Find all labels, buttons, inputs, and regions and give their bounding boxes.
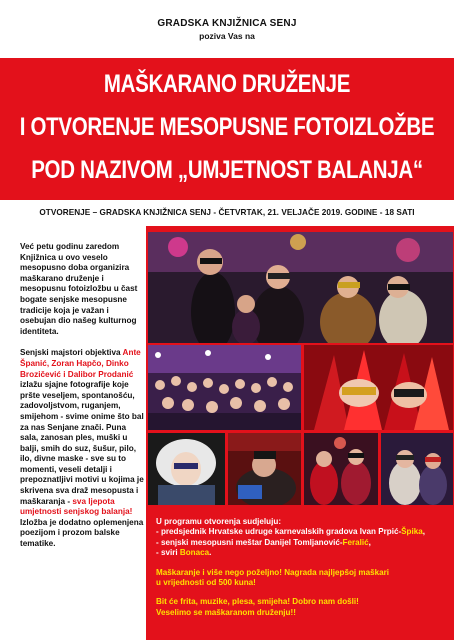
header — [0, 0, 454, 58]
title-line-1: MAŠKARANO DRUŽENJE — [103, 70, 351, 99]
title-line-3: POD NAZIVOM „UMJETNOST BALANJA“ — [31, 156, 423, 185]
photo-white-fur-mask — [148, 433, 225, 505]
photo-man-with-instrument — [228, 433, 301, 505]
photo-crowded-hall — [148, 345, 301, 430]
program-heading: U programu otvorenja sudjeluju: — [156, 517, 282, 526]
invitation-text: poziva Vas na — [199, 31, 255, 41]
program-text-part: - sviri — [156, 548, 180, 558]
organization-name: GRADSKA KNJIŽNICA SENJ — [157, 18, 297, 29]
intro-paragraph-2 — [20, 348, 144, 549]
intro-paragraph-1: Već petu godinu zaredom Knjižnica u ovo veselo mesopusno doba organizira maškarano druženje i mesopusnu fotoizložbu u čast bogate senjske mesopusne tradicije koja je važan i osebujan dio našeg kulturnog identiteta. — [20, 242, 138, 336]
event-date-line: OTVORENJE – GRADSKA KNJIŽNICA SENJ - ČETVRTAK, 21. VELJAČE 2019. GODINE - 18 SATI — [39, 208, 415, 217]
photographers-names: Ante Španić, Zoran Hapčo, Dinko Brozičević i Dalibor Prodanić — [20, 348, 141, 379]
participant-nickname-spika: Špika — [401, 527, 423, 537]
photo-costumed-figures — [381, 433, 453, 505]
prize-announcement — [156, 568, 448, 589]
program-text-part: . — [209, 548, 212, 558]
closing-line-1: Bit će frita, muzike, plesa, smijeha! Dobro nam došli! — [156, 597, 359, 607]
program-participants — [156, 517, 448, 559]
photo-masked-group — [304, 433, 378, 505]
participant-nickname-feralic: Feralić — [342, 537, 369, 547]
date-bar — [0, 200, 454, 226]
prize-line-1: Maškaranje i više nego poželjno! Nagrada najljepšoj maškari — [156, 567, 390, 577]
intro-text-part: Senjski majstori objektiva — [20, 348, 123, 358]
program-text-part: , — [422, 527, 426, 537]
band-name-bonaca: Bonaca — [179, 548, 210, 558]
program-item-2 — [156, 538, 448, 548]
prize-line-2: u vrijednosti od 500 kuna! — [156, 578, 256, 588]
program-text-part: - predsjednik Hrvatske udruge karnevalskih gradova Ivan Prpić- — [156, 527, 402, 537]
program-text-part: , — [368, 537, 371, 547]
closing-line-2: Veselimo se maškaranom druženju!! — [156, 607, 296, 617]
title-line-2: I OTVORENJE MESOPUSNE FOTOIZLOŽBE — [19, 113, 435, 142]
program-item-1 — [156, 527, 448, 537]
closing-message — [156, 597, 448, 618]
program-text-part: - senjski mesopusni meštar Danijel Tomljanović- — [156, 537, 343, 547]
program-item-3 — [156, 548, 448, 558]
intro-text-part: izlažu sjajne fotografije koje pršte veseljem, spontanošću, zadovoljstvom, ruganjem, smijehom - svime onime što bal za nas Senjane znači. Puna sala, zanosan ples, muški u balji, smih do suz, šušur, pilo, ilo, divne maske - sve su to momenti, veseli detalji i prepoznatljivi motivi u kojima je skrivena sva draž mesopusta i maškaranja - — [20, 380, 144, 506]
highlight-closing-phrase: sva ljepota umjetnosti senjskog balanja! — [20, 496, 133, 517]
photo-masked-dancers — [148, 232, 453, 343]
intro-text — [20, 242, 144, 561]
intro-text-part: Izložba je dodatno oplemenjena poezijom i prozom balske tematike. — [20, 517, 144, 549]
program-text — [156, 517, 448, 627]
photo-feathered-masks — [304, 345, 453, 430]
